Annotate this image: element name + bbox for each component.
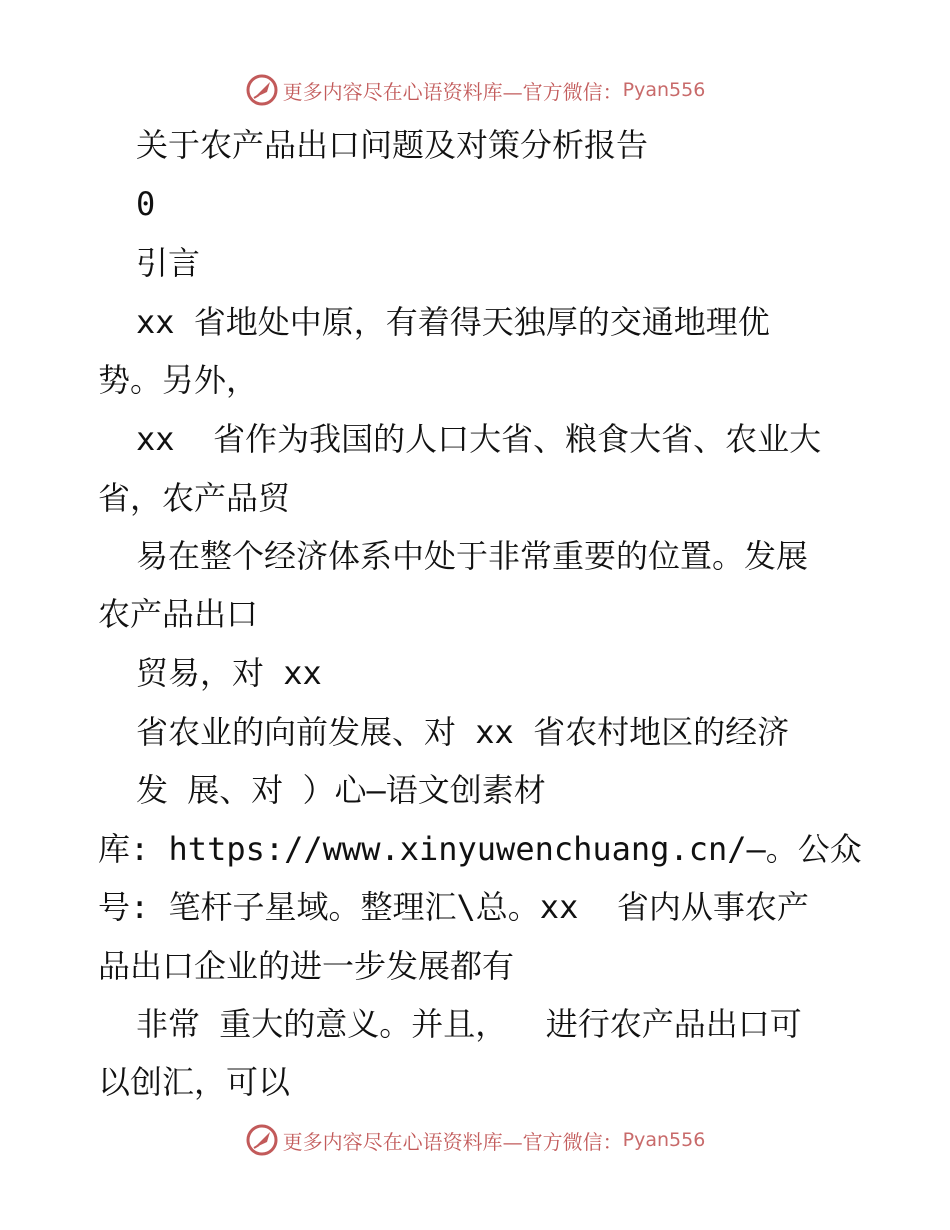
footer-watermark-banner <box>0 1120 950 1160</box>
paragraph-line: 非常 重大的意义。并且， 进行农产品出口可 <box>136 1005 802 1043</box>
paragraph-line: 号: 笔杆子星域。整理汇\总。xx 省内从事农产 <box>98 888 809 926</box>
paragraph-line: xx 省地处中原，有着得天独厚的交通地理优 <box>136 303 770 341</box>
header-banner-text: 更多内容尽在心语资料库—官方微信： <box>282 79 623 104</box>
paragraph-line: 贸易，对 xx <box>136 654 322 692</box>
footer-banner-text: 更多内容尽在心语资料库—官方微信： <box>282 1129 623 1154</box>
paragraph-line: 品出口企业的进一步发展都有 <box>98 947 515 985</box>
paragraph-line: 势。另外， <box>98 361 259 399</box>
paragraph-line: 发 展、对 ）心—语文创素材 <box>136 771 546 809</box>
paragraph-line: 农产品出口 <box>98 595 259 633</box>
header-banner-wechat: Pyan556 <box>622 79 706 101</box>
paragraph-line: 省，农产品贸 <box>98 479 291 517</box>
paragraph-line: 易在整个经济体系中处于非常重要的位置。发展 <box>136 537 809 575</box>
paragraph-line: 库: https://www.xinyuwenchuang.cn/—。公众 <box>98 830 862 868</box>
section-number: 0 <box>136 185 156 223</box>
section-heading: 引言 <box>136 244 201 282</box>
paragraph-line: 省农业的向前发展、对 xx 省农村地区的经济 <box>136 713 790 751</box>
paragraph-line: xx 省作为我国的人口大省、粮食大省、农业大 <box>136 420 822 458</box>
document-title: 关于农产品出口问题及对策分析报告 <box>136 126 649 164</box>
quill-logo-icon <box>245 1123 279 1157</box>
paragraph-line: 以创汇，可以 <box>98 1063 291 1101</box>
footer-banner-wechat: Pyan556 <box>622 1129 706 1151</box>
